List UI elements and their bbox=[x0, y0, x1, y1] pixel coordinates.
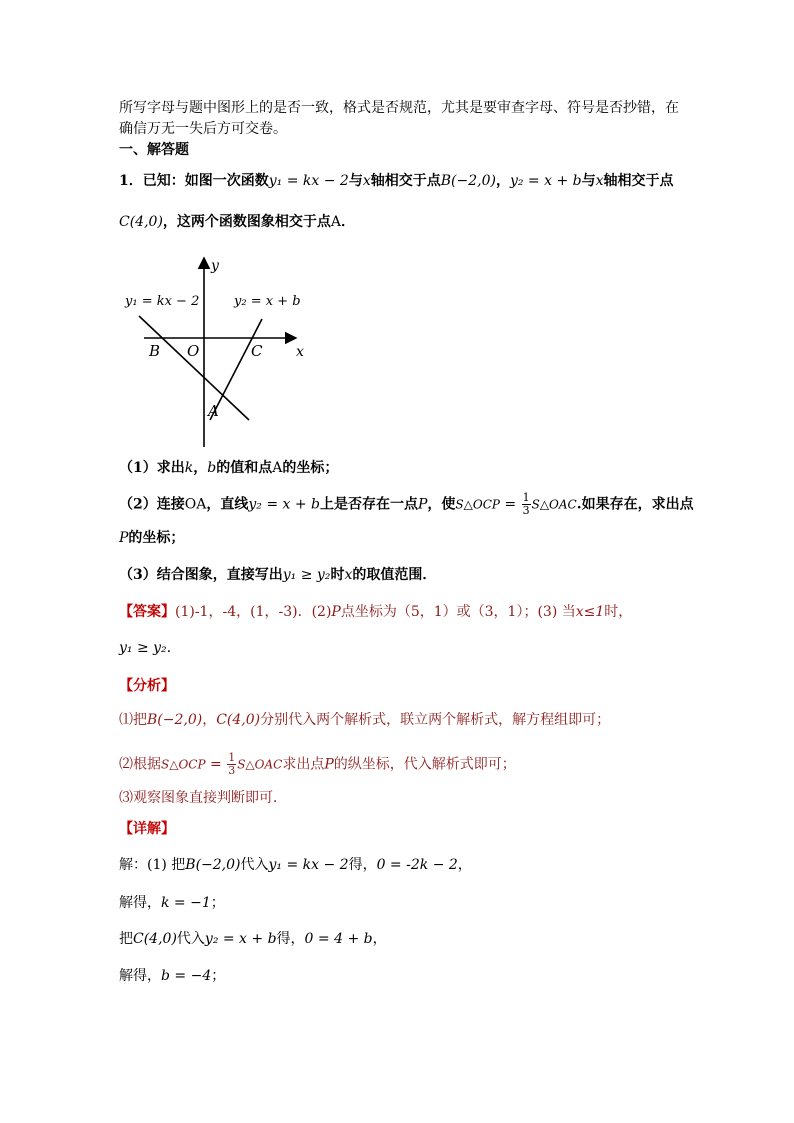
equation: b = −4 bbox=[161, 968, 212, 984]
fraction-one-third bbox=[522, 492, 531, 517]
detail-line-4 bbox=[119, 966, 225, 986]
analysis-line-1 bbox=[119, 710, 610, 730]
point-P: P bbox=[331, 604, 341, 620]
text: （1）求出 bbox=[119, 460, 185, 476]
label-C: C bbox=[251, 342, 263, 360]
equation: k = −1 bbox=[161, 895, 211, 911]
text: 时 bbox=[330, 567, 345, 583]
answer-label: 【答案】 bbox=[119, 604, 175, 620]
point-P: P bbox=[324, 756, 334, 773]
sub-question-3 bbox=[119, 565, 436, 585]
analysis-line-3: ⑶观察图象直接判断即可． bbox=[119, 790, 287, 806]
var-b: b bbox=[207, 460, 217, 476]
formula-y2: y₂ = x + b bbox=[204, 931, 277, 947]
text: 的纵坐标，代入解析式即可； bbox=[333, 756, 516, 773]
var-k: k bbox=[184, 460, 194, 476]
text: ⑴把 bbox=[119, 712, 147, 728]
segment-OA: OA bbox=[184, 496, 207, 513]
text: 分别代入两个解析式，联立两个解析式，解方程组即可； bbox=[260, 712, 611, 728]
text: 解：(1) 把 bbox=[119, 857, 186, 873]
sub-question-2-line-2 bbox=[119, 528, 184, 548]
point-P: P bbox=[417, 496, 428, 513]
condition: x≤1 bbox=[575, 604, 605, 620]
formula-y2: y₂ = x + b bbox=[248, 496, 320, 513]
var-x: x bbox=[344, 567, 353, 583]
formula-y2: y₂ = x + b bbox=[509, 173, 582, 189]
answer-text: 时， bbox=[604, 604, 633, 620]
point-A: A bbox=[330, 214, 342, 230]
question-text: ，这两个函数图象相交于点 bbox=[162, 214, 331, 230]
text: ，使 bbox=[427, 496, 456, 513]
text: 把 bbox=[119, 931, 133, 947]
function-graph bbox=[119, 252, 319, 448]
area-OAC: S△OAC bbox=[531, 497, 577, 512]
analysis-label: 【分析】 bbox=[119, 678, 175, 694]
detail-line-3 bbox=[119, 929, 387, 949]
text: ⑵根据 bbox=[119, 756, 161, 773]
text: ； bbox=[211, 968, 226, 984]
area-OCP: S△OCP bbox=[455, 497, 500, 512]
question-text: 轴相交于点 bbox=[603, 173, 674, 189]
label-B: B bbox=[149, 342, 161, 360]
question-text: 与 bbox=[348, 173, 363, 189]
sub-question-1 bbox=[119, 458, 338, 478]
point-B: B(−2,0) bbox=[147, 712, 203, 728]
denominator: 3 bbox=[228, 764, 236, 777]
sub-question-2-line-1 bbox=[119, 492, 694, 517]
text: 的取值范围． bbox=[352, 567, 437, 583]
text: 得， bbox=[348, 857, 377, 873]
text: 代入 bbox=[240, 857, 269, 873]
period: ． bbox=[166, 640, 181, 656]
text: 解得， bbox=[119, 895, 161, 911]
point-P: P bbox=[119, 530, 129, 546]
question-number: 1． bbox=[119, 173, 143, 189]
question-text: 轴相交于点 bbox=[370, 173, 441, 189]
label-y2: y₂ = x + b bbox=[234, 294, 301, 309]
point-A: A bbox=[272, 460, 283, 476]
formula-y1: y₁ = kx − 2 bbox=[268, 857, 349, 873]
numerator: 1 bbox=[522, 491, 530, 504]
text: ，直线 bbox=[206, 496, 249, 513]
detail-label: 【详解】 bbox=[119, 821, 175, 837]
point-C: C(4,0) bbox=[216, 712, 261, 728]
var-x: x bbox=[362, 173, 371, 189]
intro-line-1: 所写字母与题中图形上的是否一致，格式是否规范，尤其是要审查字母、符号是否抄错，在 bbox=[119, 100, 679, 116]
point-C: C(4,0) bbox=[133, 931, 177, 947]
area-OAC: S△OAC bbox=[237, 757, 283, 772]
x-axis-label: x bbox=[296, 344, 304, 360]
area-OCP: S△OCP bbox=[161, 757, 206, 772]
point-B: B(−2,0) bbox=[185, 857, 241, 873]
comma: ， bbox=[372, 931, 387, 947]
label-y1: y₁ = kx − 2 bbox=[125, 294, 200, 309]
question-text: 与 bbox=[581, 173, 596, 189]
equation: 0 = -2k − 2 bbox=[376, 857, 458, 873]
denominator: 3 bbox=[522, 504, 530, 517]
answer-text: (1)-1，-4，(1，-3)．(2) bbox=[175, 604, 332, 620]
period: ． bbox=[341, 214, 356, 230]
comma: ， bbox=[202, 712, 217, 728]
comma: ， bbox=[495, 173, 510, 189]
inequality: y₁ ≥ y₂ bbox=[282, 567, 331, 583]
point-C: C(4,0) bbox=[119, 214, 163, 230]
text: 求出点 bbox=[282, 756, 325, 773]
question-1-line-2 bbox=[119, 212, 355, 232]
answer-line-2 bbox=[119, 638, 181, 658]
label-O: O bbox=[187, 342, 200, 360]
fraction-one-third bbox=[227, 752, 236, 777]
numerator: 1 bbox=[228, 751, 236, 764]
text: 得， bbox=[276, 931, 305, 947]
detail-line-2 bbox=[119, 893, 225, 913]
comma: ， bbox=[457, 857, 472, 873]
inequality: y₁ ≥ y₂ bbox=[119, 640, 167, 656]
text: （2）连接 bbox=[119, 496, 185, 513]
y-axis-label: y bbox=[211, 258, 219, 274]
var-x: x bbox=[595, 173, 604, 189]
point-B: B(−2,0) bbox=[440, 173, 496, 189]
intro-line-2: 确信万无一失后方可交卷。 bbox=[119, 121, 287, 137]
text: 的坐标； bbox=[282, 460, 339, 476]
text: 上是否存在一点 bbox=[319, 496, 418, 513]
answer-line-1 bbox=[119, 602, 632, 622]
equation: 0 = 4 + b bbox=[304, 931, 373, 947]
label-A: A bbox=[208, 402, 219, 420]
question-text: 已知：如图一次函数 bbox=[142, 173, 269, 189]
text: 解得， bbox=[119, 968, 161, 984]
answer-text: 点坐标为（5，1）或（3，1）；(3) 当 bbox=[340, 604, 576, 620]
equals: = bbox=[499, 496, 521, 513]
text: 的坐标； bbox=[128, 530, 185, 546]
section-heading: 一、解答题 bbox=[119, 142, 189, 158]
equals: = bbox=[205, 756, 227, 773]
question-1-line-1 bbox=[119, 171, 674, 191]
text: .如果存在，求出点 bbox=[576, 496, 694, 513]
formula-y1: y₁ = kx − 2 bbox=[268, 173, 349, 189]
text: （3）结合图象，直接写出 bbox=[119, 567, 283, 583]
detail-line-1 bbox=[119, 855, 472, 875]
text: ， bbox=[193, 460, 208, 476]
analysis-line-2 bbox=[119, 752, 516, 777]
text: ； bbox=[210, 895, 225, 911]
text: 代入 bbox=[176, 931, 205, 947]
text: 的值和点 bbox=[216, 460, 273, 476]
line-y1 bbox=[139, 316, 249, 420]
